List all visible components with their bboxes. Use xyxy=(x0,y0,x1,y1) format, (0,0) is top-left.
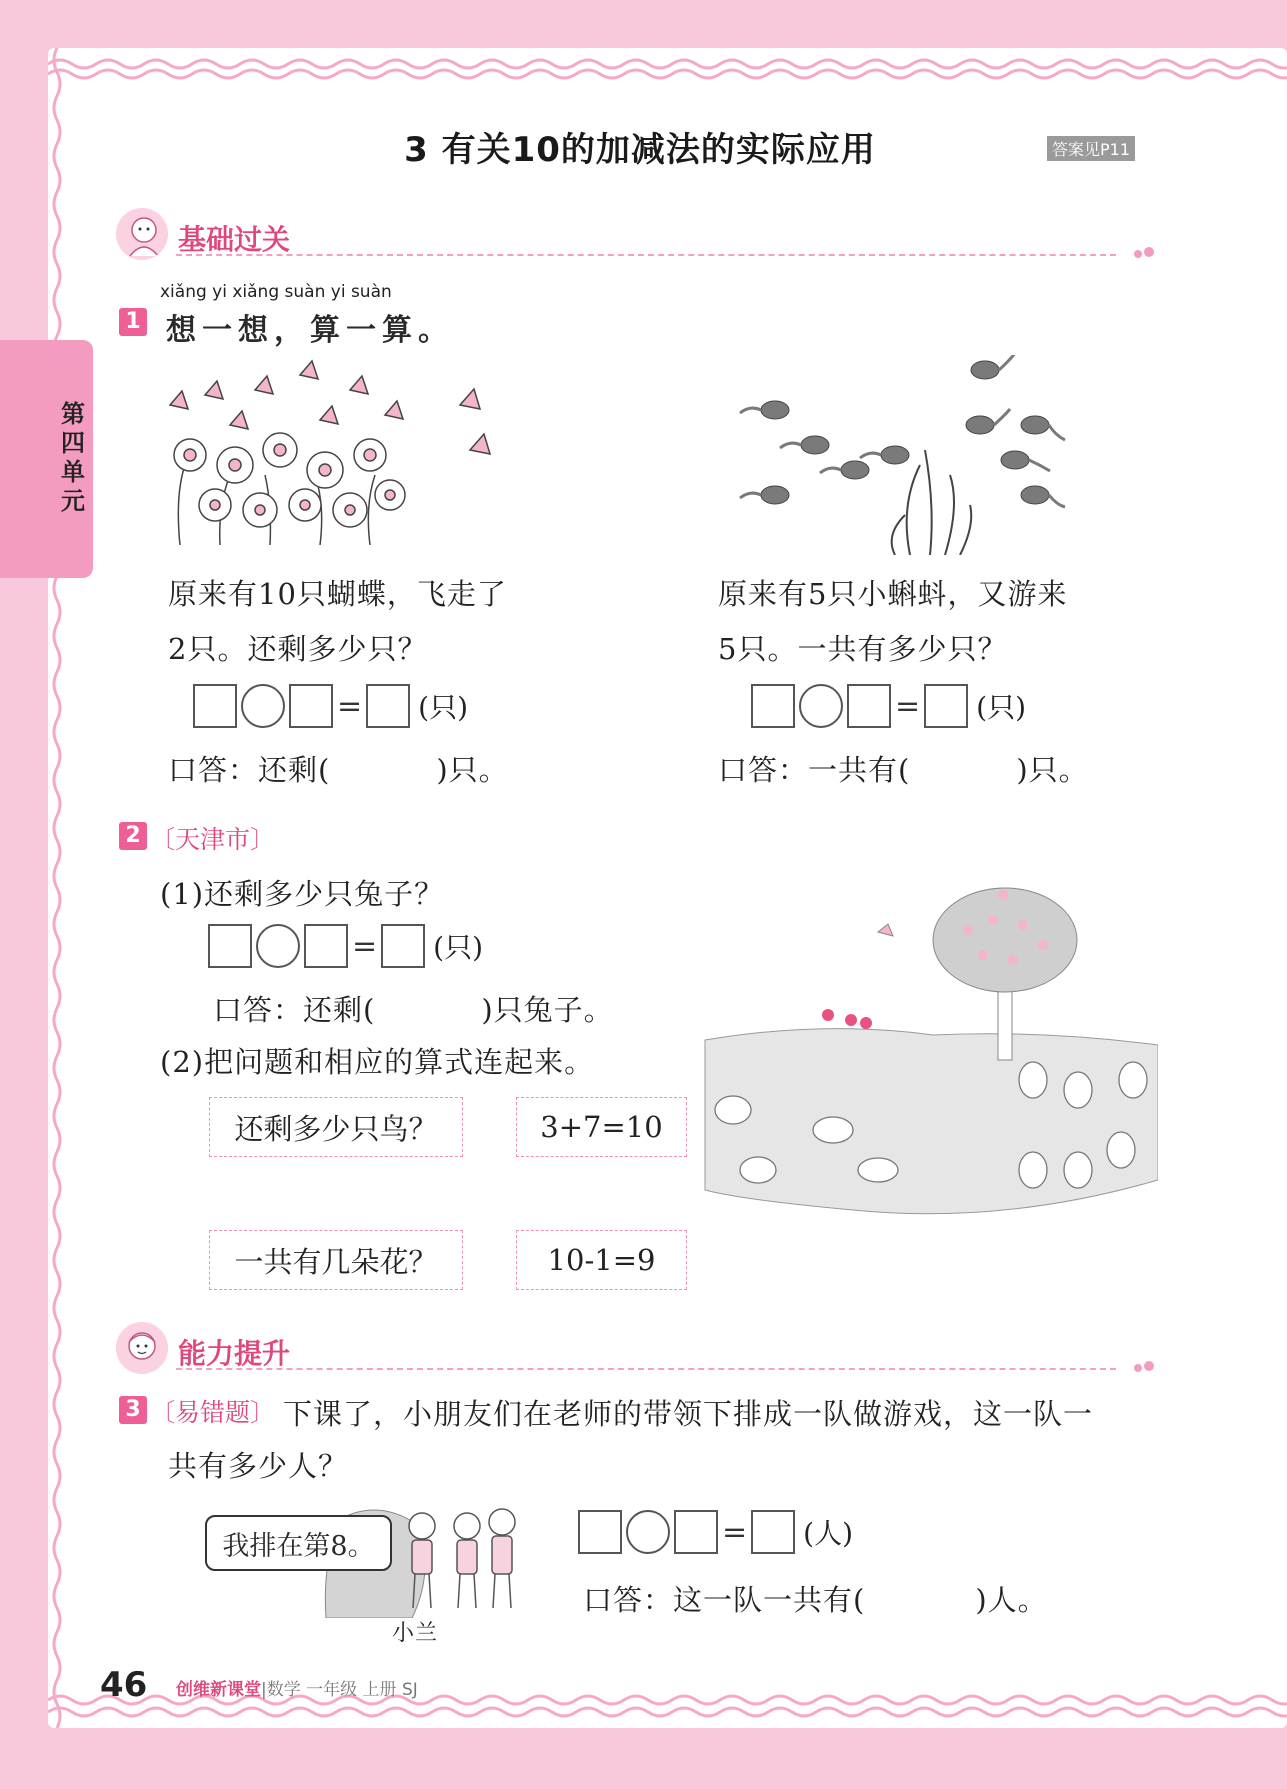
child-name-label: 小兰 xyxy=(392,1621,439,1646)
answer-box[interactable] xyxy=(208,924,252,968)
unit-side-tab-label: 第四单元 xyxy=(61,400,85,515)
q2-part1: (1)还剩多少只兔子？ xyxy=(160,877,445,911)
section-header-advanced xyxy=(116,1322,1156,1382)
answer-box[interactable] xyxy=(924,684,968,728)
match-question-box[interactable]: 一共有几朵花？ xyxy=(209,1230,463,1290)
section-header-basic xyxy=(116,208,1156,268)
unit-label: (只) xyxy=(976,691,1026,724)
equals-sign: = xyxy=(337,688,363,724)
q1-left-line1: 原来有10只蝴蝶，飞走了 xyxy=(168,577,507,611)
q2-equation xyxy=(208,922,483,970)
q3-line2: 共有多少人？ xyxy=(168,1449,349,1483)
unit-label: (只) xyxy=(433,931,483,964)
left-wave-border xyxy=(48,48,66,1728)
dots-ornament-icon xyxy=(1132,246,1158,262)
answer-box[interactable] xyxy=(366,684,410,728)
answer-reference-badge: 答案见P11 xyxy=(1047,136,1135,161)
page-number: 46 xyxy=(100,1665,148,1705)
q2-answer: 口答：还剩( )只兔子。 xyxy=(213,993,614,1027)
q1-left-line2: 2只。还剩多少只？ xyxy=(168,632,428,666)
q1-pinyin: xiǎng yi xiǎng suàn yi suàn xyxy=(160,282,392,302)
butterflies-flowers-illustration xyxy=(160,355,515,550)
footer-subject: |数学 一年级 上册 SJ xyxy=(261,1680,418,1700)
operator-circle[interactable] xyxy=(799,684,843,728)
unit-label: (只) xyxy=(418,691,468,724)
operator-circle[interactable] xyxy=(241,684,285,728)
answer-box[interactable] xyxy=(381,924,425,968)
q3-equation xyxy=(578,1508,853,1556)
answer-box[interactable] xyxy=(674,1510,718,1554)
top-wave-border xyxy=(48,54,1287,84)
section-divider xyxy=(176,1368,1116,1370)
answer-box[interactable] xyxy=(578,1510,622,1554)
footer-series xyxy=(176,1675,418,1700)
q3-answer: 口答：这一队一共有( )人。 xyxy=(583,1583,1048,1617)
q1-right-line2: 5只。一共有多少只？ xyxy=(718,632,1008,666)
operator-circle[interactable] xyxy=(626,1510,670,1554)
q2-source-tag: 〔天津市〕 xyxy=(150,825,276,854)
answer-box[interactable] xyxy=(193,684,237,728)
footer-brand: 创维新课堂 xyxy=(176,1680,261,1700)
page-title: 3 有关10的加减法的实际应用 xyxy=(404,130,876,170)
tadpoles-illustration xyxy=(735,355,1080,555)
equals-sign: = xyxy=(352,928,378,964)
match-question-box[interactable]: 还剩多少只鸟？ xyxy=(209,1097,463,1157)
answer-box[interactable] xyxy=(847,684,891,728)
section-title-advanced: 能力提升 xyxy=(178,1337,291,1370)
match-equation-box[interactable]: 3+7=10 xyxy=(516,1097,687,1157)
section-title-basic: 基础过关 xyxy=(178,223,291,256)
q1-number-badge: 1 xyxy=(119,308,147,336)
rabbits-meadow-illustration xyxy=(703,880,1158,1220)
operator-circle[interactable] xyxy=(256,924,300,968)
answer-box[interactable] xyxy=(751,1510,795,1554)
unit-label: (人) xyxy=(803,1517,853,1550)
q3-number-badge: 3 xyxy=(119,1396,147,1424)
answer-box[interactable] xyxy=(304,924,348,968)
answer-box[interactable] xyxy=(751,684,795,728)
match-equation-box[interactable]: 10-1=9 xyxy=(516,1230,687,1290)
dots-ornament-icon xyxy=(1132,1360,1158,1376)
q1-prompt: 想一想，算一算。 xyxy=(166,313,454,348)
q1-left-answer: 口答：还剩( )只。 xyxy=(168,753,509,787)
q2-part2: (2)把问题和相应的算式连起来。 xyxy=(160,1045,595,1079)
q1-right-equation xyxy=(751,682,1026,730)
q3-source-tag: 〔易错题〕 xyxy=(150,1398,276,1427)
q2-number-badge: 2 xyxy=(119,822,147,850)
boy-mascot-icon xyxy=(116,1322,168,1374)
q1-right-line1: 原来有5只小蝌蚪，又游来 xyxy=(718,577,1068,611)
speech-bubble: 我排在第8。 xyxy=(205,1515,392,1571)
answer-box[interactable] xyxy=(289,684,333,728)
q1-left-equation xyxy=(193,682,468,730)
equals-sign: = xyxy=(722,1514,748,1550)
section-divider xyxy=(176,254,1116,256)
q1-right-answer: 口答：一共有( )只。 xyxy=(718,753,1089,787)
equals-sign: = xyxy=(895,688,921,724)
girl-mascot-icon xyxy=(116,208,168,260)
q3-line1: 下课了，小朋友们在老师的带领下排成一队做游戏，这一队一 xyxy=(283,1397,1094,1431)
